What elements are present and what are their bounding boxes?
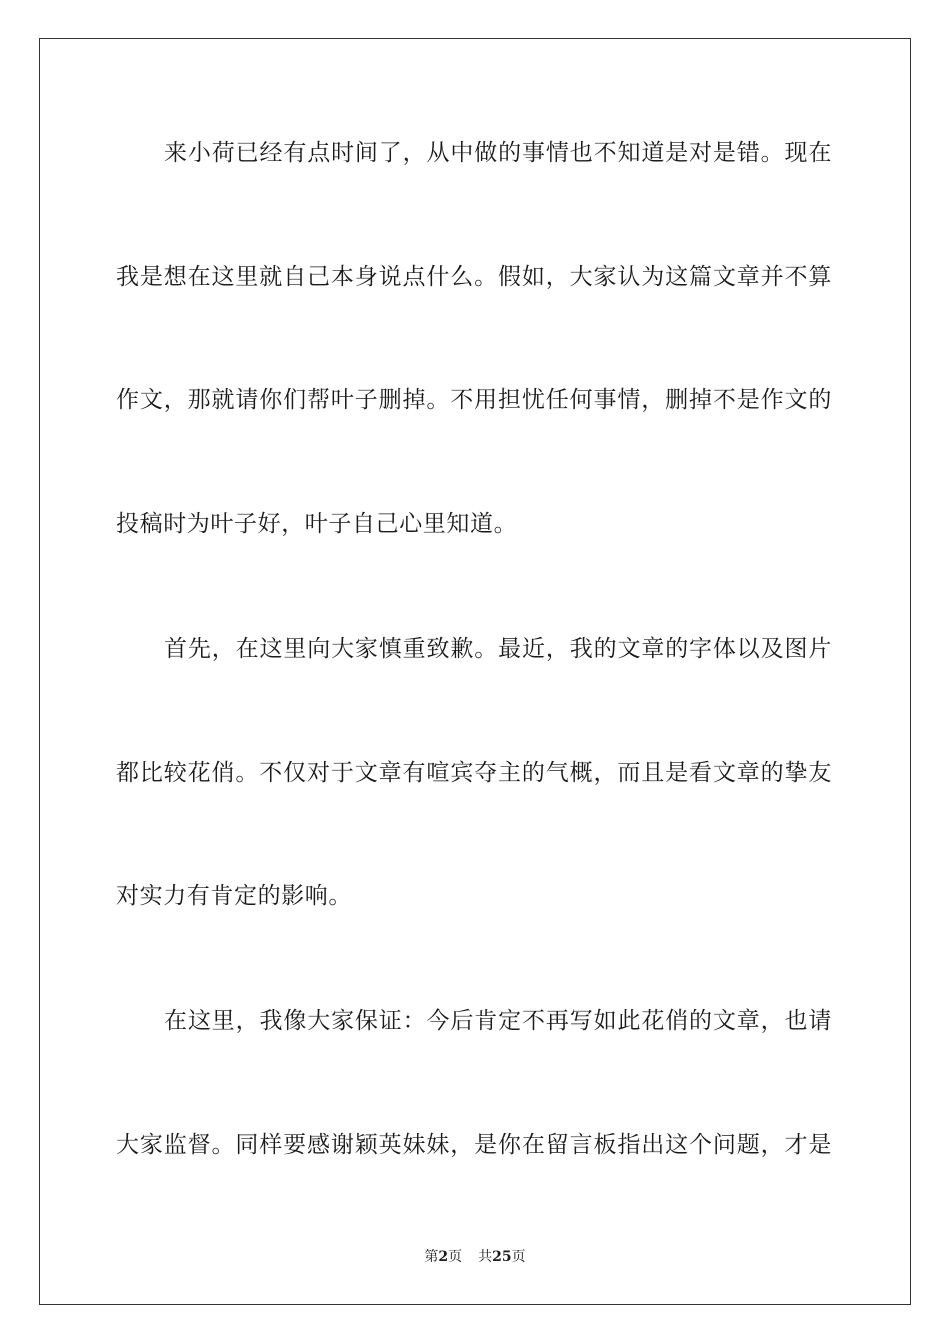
text-line-3: 作文，那就请你们帮叶子删掉。不用担忧任何事情，删掉不是作文的: [116, 387, 832, 413]
page-prefix: 第: [424, 1249, 439, 1265]
text-line-5: 首先，在这里向大家慎重致歉。最近，我的文章的字体以及图片: [164, 636, 832, 662]
page-border: [39, 38, 911, 1305]
text-line-9: 大家监督。同样要感谢颖英妹妹，是你在留言板指出这个问题，才是: [116, 1132, 832, 1158]
page-number: 2: [438, 1249, 449, 1265]
text-line-8: 在这里，我像大家保证：今后肯定不再写如此花俏的文章，也请: [164, 1008, 832, 1034]
text-line-4: 投稿时为叶子好，叶子自己心里知道。: [116, 511, 518, 537]
page-footer: [0, 1248, 950, 1266]
text-line-1: 来小荷已经有点时间了，从中做的事情也不知道是对是错。现在: [164, 140, 832, 166]
text-line-2: 我是想在这里就自己本身说点什么。假如，大家认为这篇文章并不算: [116, 264, 832, 290]
total-pages: 25: [492, 1249, 512, 1265]
page-suffix: 页: [448, 1249, 463, 1265]
text-line-6: 都比较花俏。不仅对于文章有喧宾夺主的气概，而且是看文章的挚友: [116, 760, 832, 786]
total-suffix: 页: [511, 1249, 526, 1265]
total-prefix: 共: [478, 1249, 493, 1265]
text-line-7: 对实力有肯定的影响。: [116, 883, 352, 909]
